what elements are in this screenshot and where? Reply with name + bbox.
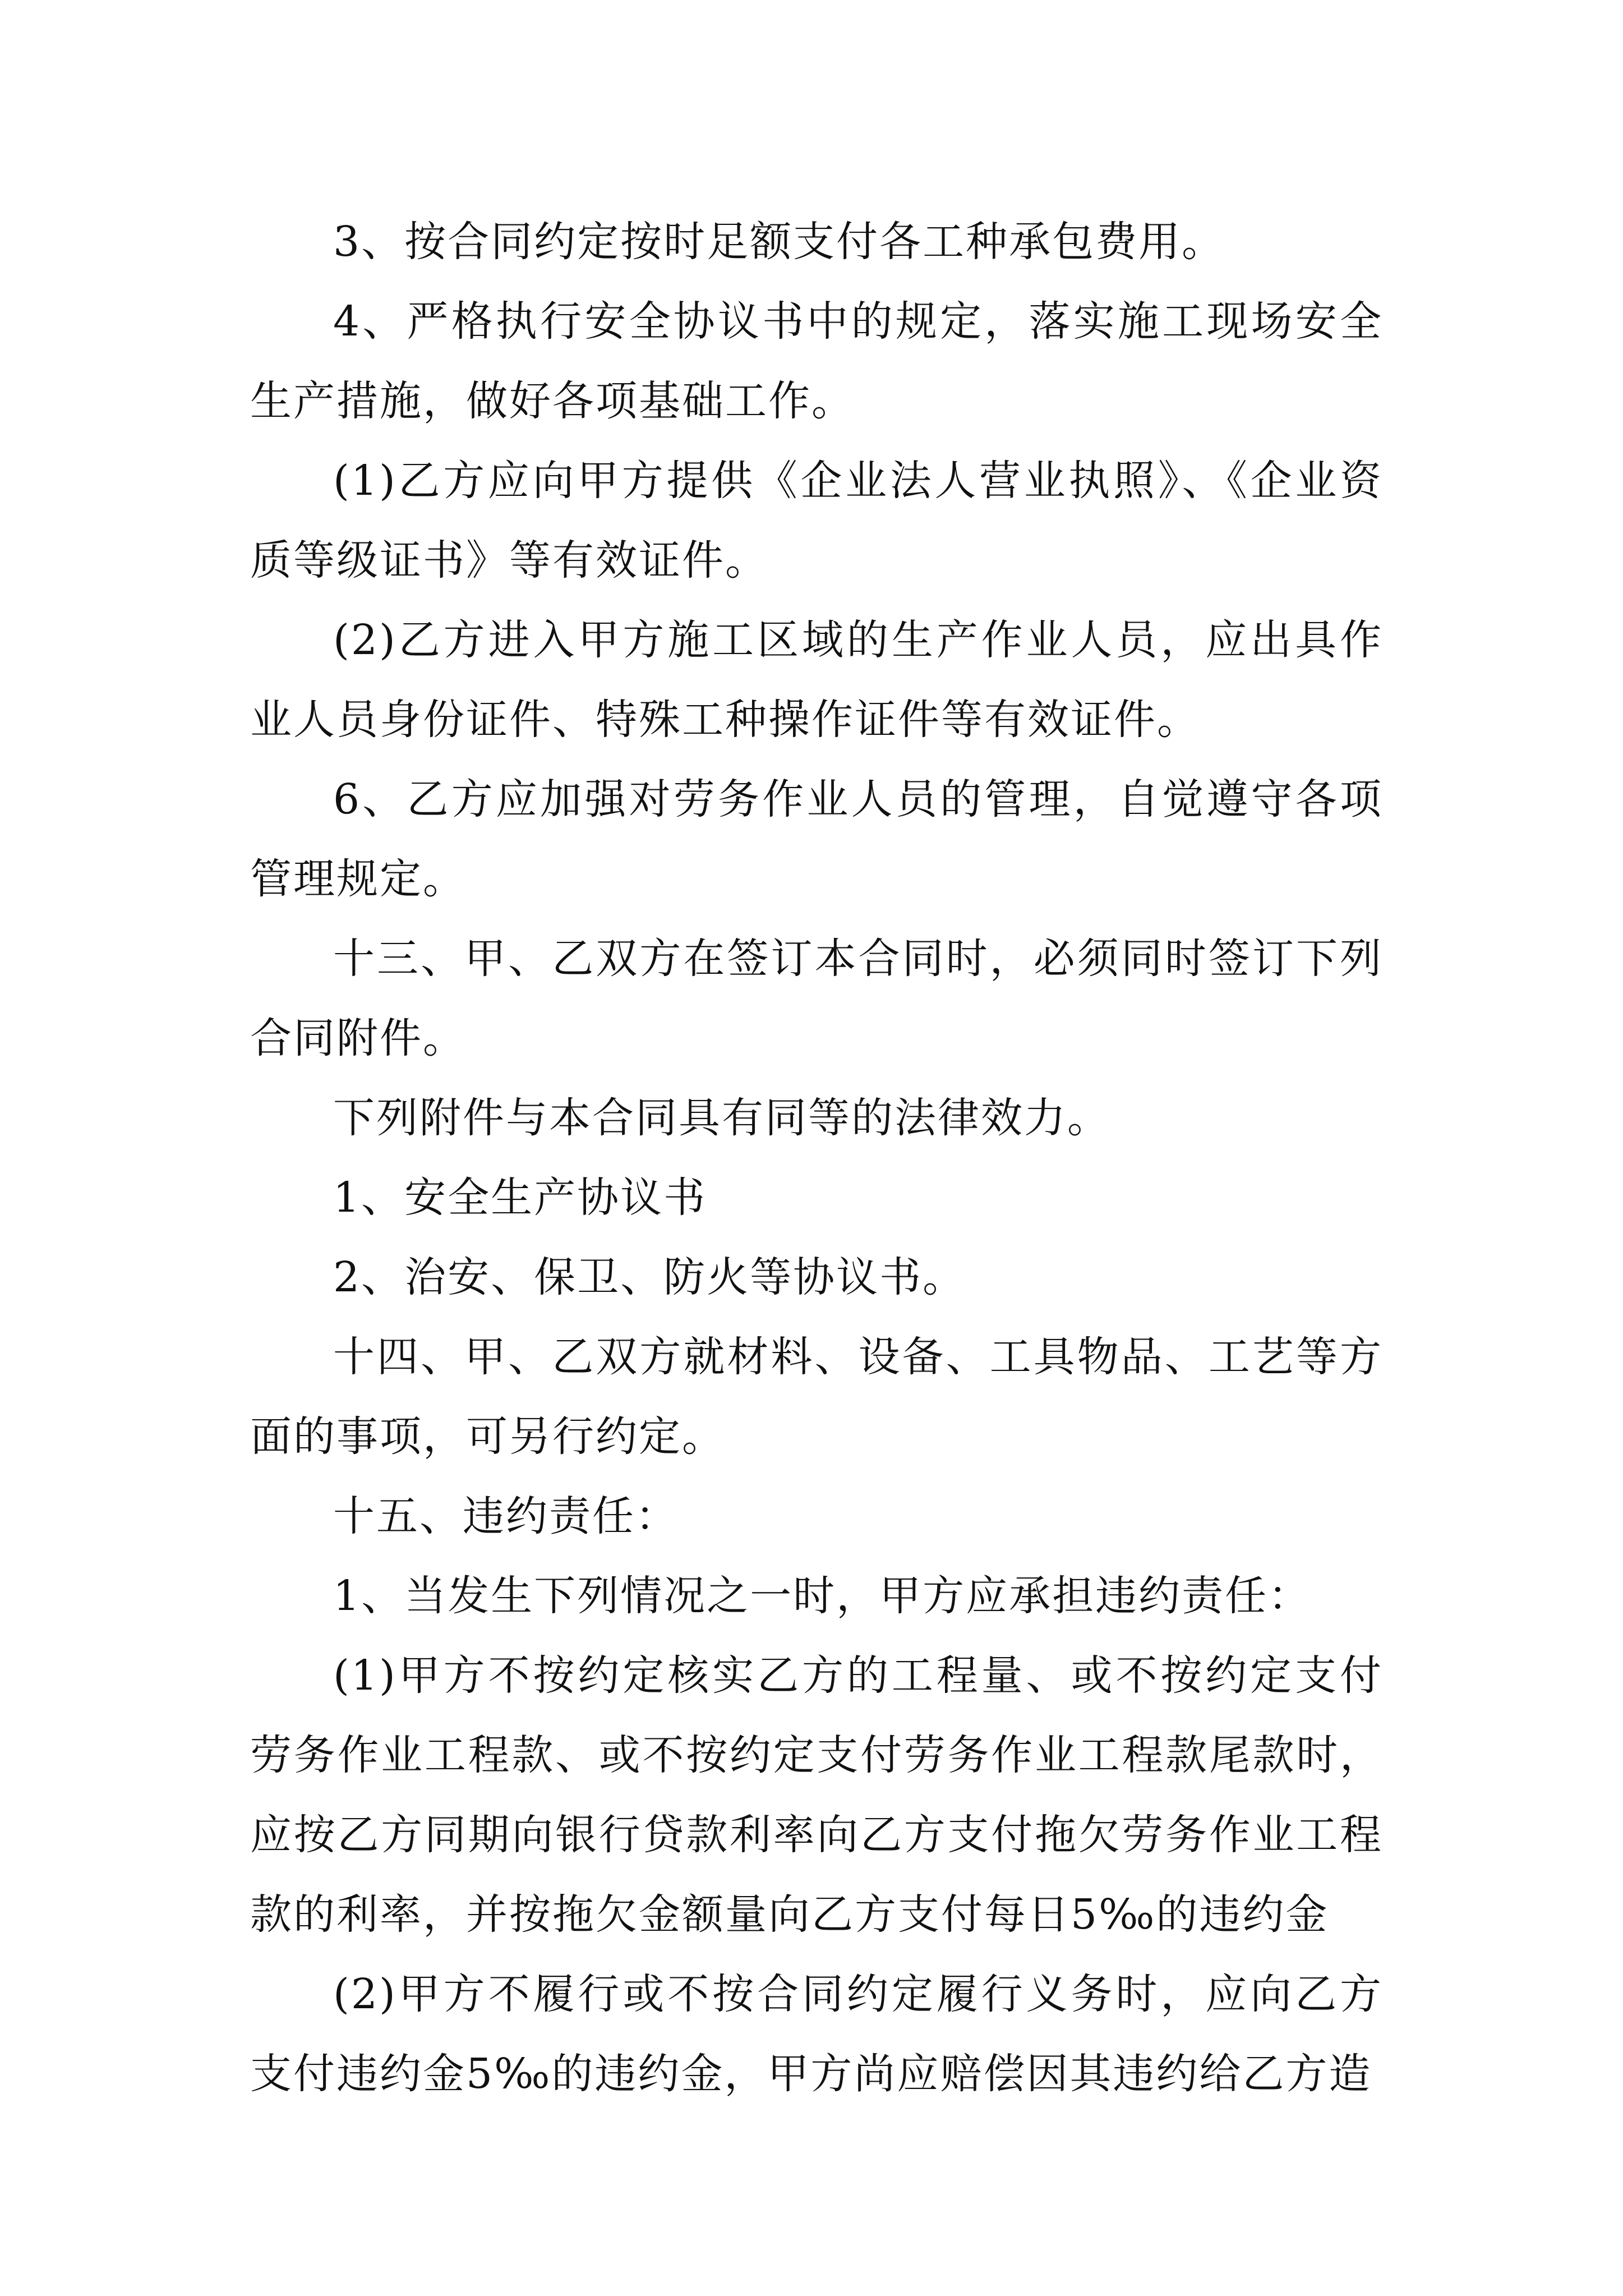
paragraph-article-15: 十五、违约责任： (333, 1492, 679, 1540)
paragraph-clause-3: 3、按合同约定按时足额支付各工种承包费用。 (333, 218, 1225, 266)
contract-body-text (250, 202, 1383, 2114)
paragraph-liability-item-2: (2)甲方不履行或不按合同约定履行义务时，应向乙方支付违约金5‰的违约金，甲方尚应赔偿因其违约给乙方造 (250, 1970, 1383, 2098)
paragraph-liability-1: 1、当发生下列情况之一时，甲方应承担违约责任： (333, 1572, 1312, 1620)
paragraph-article-13: 十三、甲、乙双方在签订本合同时，必须同时签订下列合同附件。 (250, 935, 1383, 1062)
paragraph-article-14: 十四、甲、乙双方就材料、设备、工具物品、工艺等方面的事项，可另行约定。 (250, 1333, 1383, 1461)
paragraph-item-1: (1)乙方应向甲方提供《企业法人营业执照》、《企业资质等级证书》等有效证件。 (250, 457, 1383, 585)
paragraph-clause-6: 6、乙方应加强对劳务作业人员的管理，自觉遵守各项管理规定。 (250, 775, 1383, 903)
paragraph-attachment-1: 1、安全生产协议书 (333, 1174, 707, 1222)
paragraph-attachment-2: 2、治安、保卫、防火等协议书。 (333, 1253, 966, 1301)
paragraph-item-2: (2)乙方进入甲方施工区域的生产作业人员，应出具作业人员身份证件、特殊工种操作证件等有效证件。 (250, 616, 1383, 744)
paragraph-clause-4: 4、严格执行安全协议书中的规定，落实施工现场安全生产措施，做好各项基础工作。 (250, 297, 1383, 425)
paragraph-attachments-note: 下列附件与本合同具有同等的法律效力。 (333, 1094, 1110, 1142)
paragraph-liability-item-1: (1)甲方不按约定核实乙方的工程量、或不按约定支付劳务作业工程款、或不按约定支付劳务作业工程款尾款时，应按乙方同期向银行贷款利率向乙方支付拖欠劳务作业工程款的利率，并按拖欠金额量向乙方支付每日5‰的违约金 (250, 1651, 1383, 1939)
